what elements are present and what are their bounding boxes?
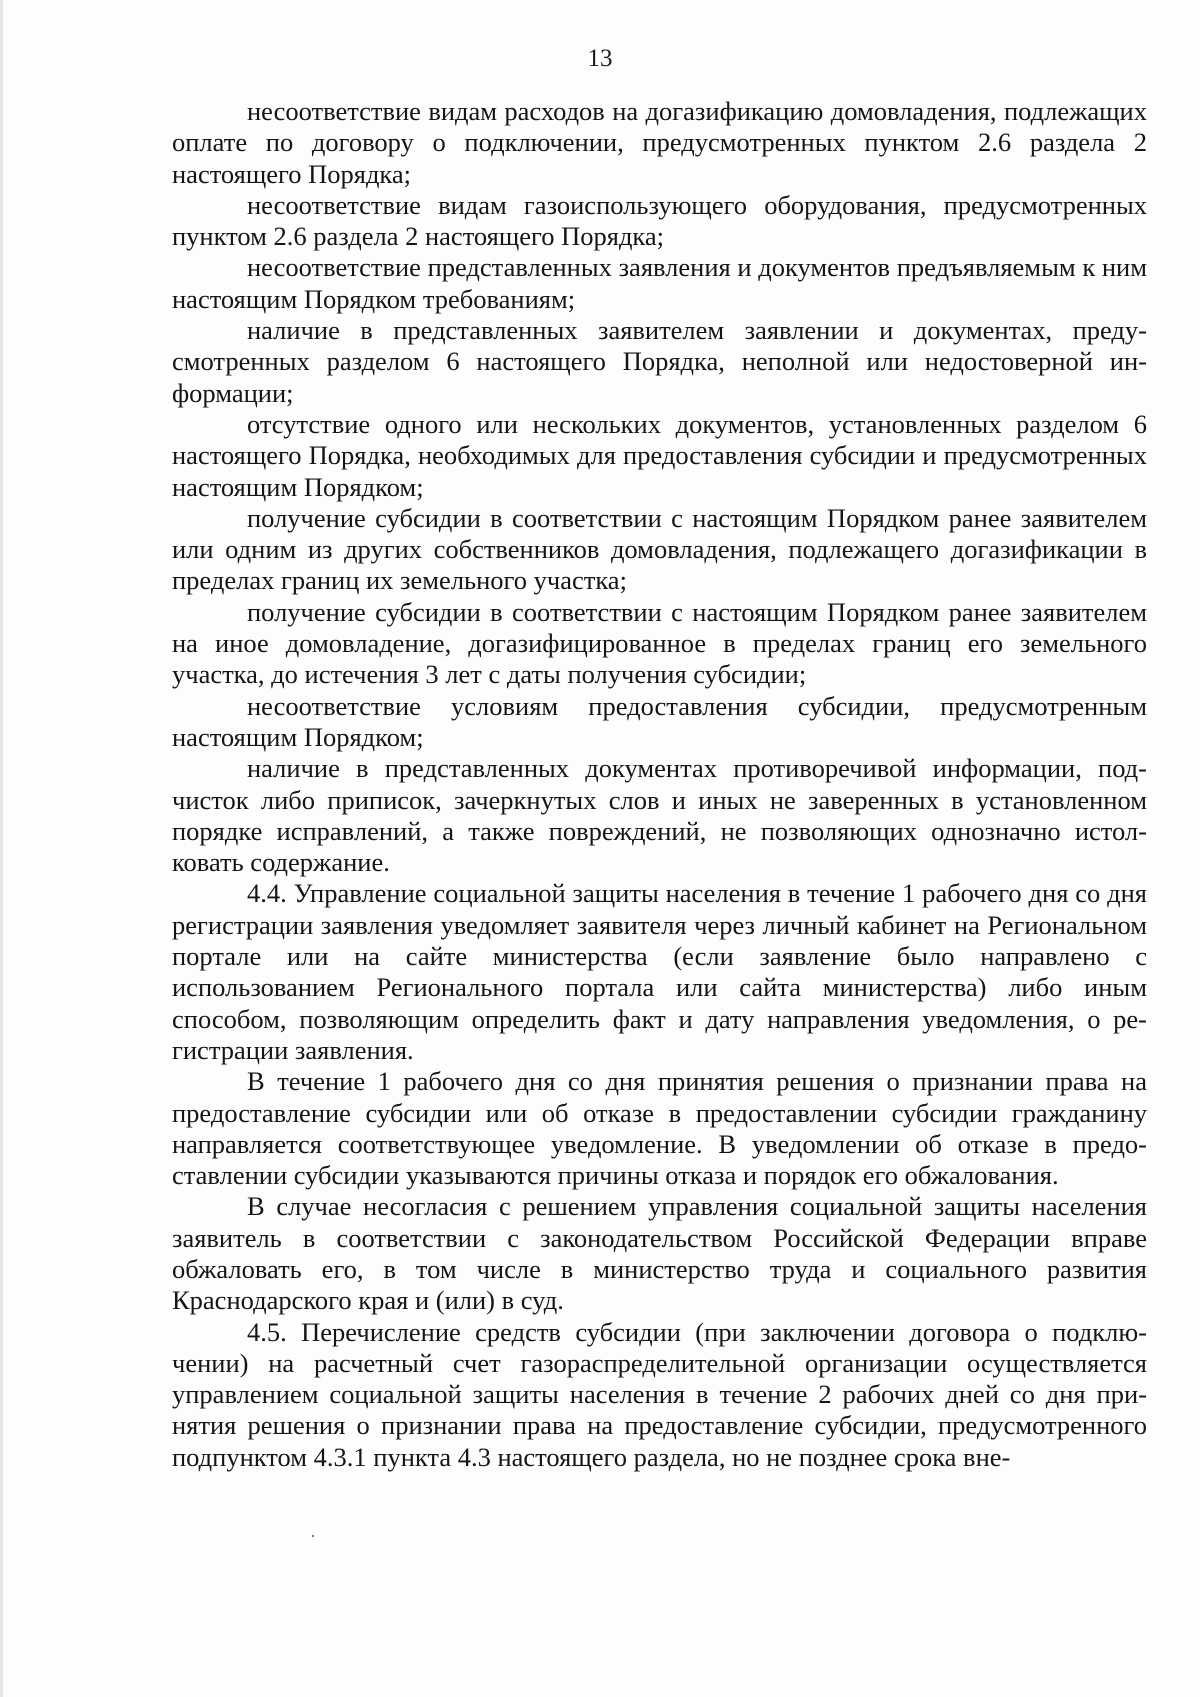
paragraph: В случае несогласия с решением управления социальной защиты населения заявитель в соответствии с законодательством Российской Федерации вправе обжаловать его, в том числе в министерство труда и социального развития Краснодарского края и (или) в суд.	[172, 1191, 1147, 1316]
paragraph: несоответствие видам газоиспользующего оборудования, предусмотренных пунктом 2.6 раздела 2 настоящего Порядка;	[172, 189, 1147, 252]
paragraph: несоответствие видам расходов на догазификацию домовладения, подлежащих оплате по договору о подключении, предусмотренных пунктом 2.6 раздела 2 настоящего Порядка;	[172, 96, 1147, 189]
paragraph: В течение 1 рабочего дня со дня принятия решения о признании права на предоставление субсидии или об отказе в предоставлении субсидии гражданину направляется соответствующее уведомление. В уведомлении об отказе в предоставлении субсидии указываются причины отказа и порядок его обжалования.	[172, 1066, 1147, 1191]
paragraph: несоответствие условиям предоставления субсидии, предусмотренным настоящим Порядком;	[172, 690, 1147, 752]
page-number: 13	[587, 45, 613, 72]
paragraph-section-4-4: 4.4. Управление социальной защиты населения в течение 1 рабочего дня со дня регистрации заявления уведомляет заявителя через личный кабинет на Региональном портале или на сайте министерства (если заявление было направлено с использованием Регионального портала или сайта министерства) либо иным способом, позволяющим определить факт и дату направления уведомления, о регистрации заявления.	[172, 878, 1147, 1065]
paragraph: наличие в представленных заявителем заявлении и документах, предусмотренных разделом 6 настоящего Порядка, неполной или недостоверной информации;	[172, 315, 1147, 408]
paragraph: получение субсидии в соответствии с настоящим Порядком ранее заявителем на иное домовладение, догазифицированное в пределах границ его земельного участка, до истечения 3 лет с даты получения субсидии;	[172, 596, 1147, 690]
scan-edge	[0, 0, 3, 1697]
paragraph: получение субсидии в соответствии с настоящим Порядком ранее заявителем или одним из других собственников домовладения, подлежащего догазификации в пределах границ их земельного участка;	[172, 502, 1147, 596]
paragraph: отсутствие одного или нескольких документов, установленных разделом 6 настоящего Порядка, необходимых для предоставления субсидии и предусмотренных настоящим Порядком;	[172, 408, 1147, 502]
scan-speck	[312, 1535, 314, 1537]
paragraph: несоответствие представленных заявления и документов предъявляемым к ним настоящим Порядком требованиям;	[172, 252, 1147, 314]
paragraph: наличие в представленных документах противоречивой информации, подчисток либо приписок, зачеркнутых слов и иных не заверенных в установленном порядке исправлений, а также повреждений, не позволяющих однозначно истолковать содержание.	[172, 753, 1147, 878]
document-body	[172, 96, 1147, 1473]
paragraph-section-4-5: 4.5. Перечисление средств субсидии (при заключении договора о подключении) на расчетный счет газораспределительной организации осуществляется управлением социальной защиты населения в течение 2 рабочих дней со дня принятия решения о признании права на предоставление субсидии, предусмотренного подпунктом 4.3.1 пункта 4.3 настоящего раздела, но не позднее срока вне-	[172, 1316, 1147, 1472]
